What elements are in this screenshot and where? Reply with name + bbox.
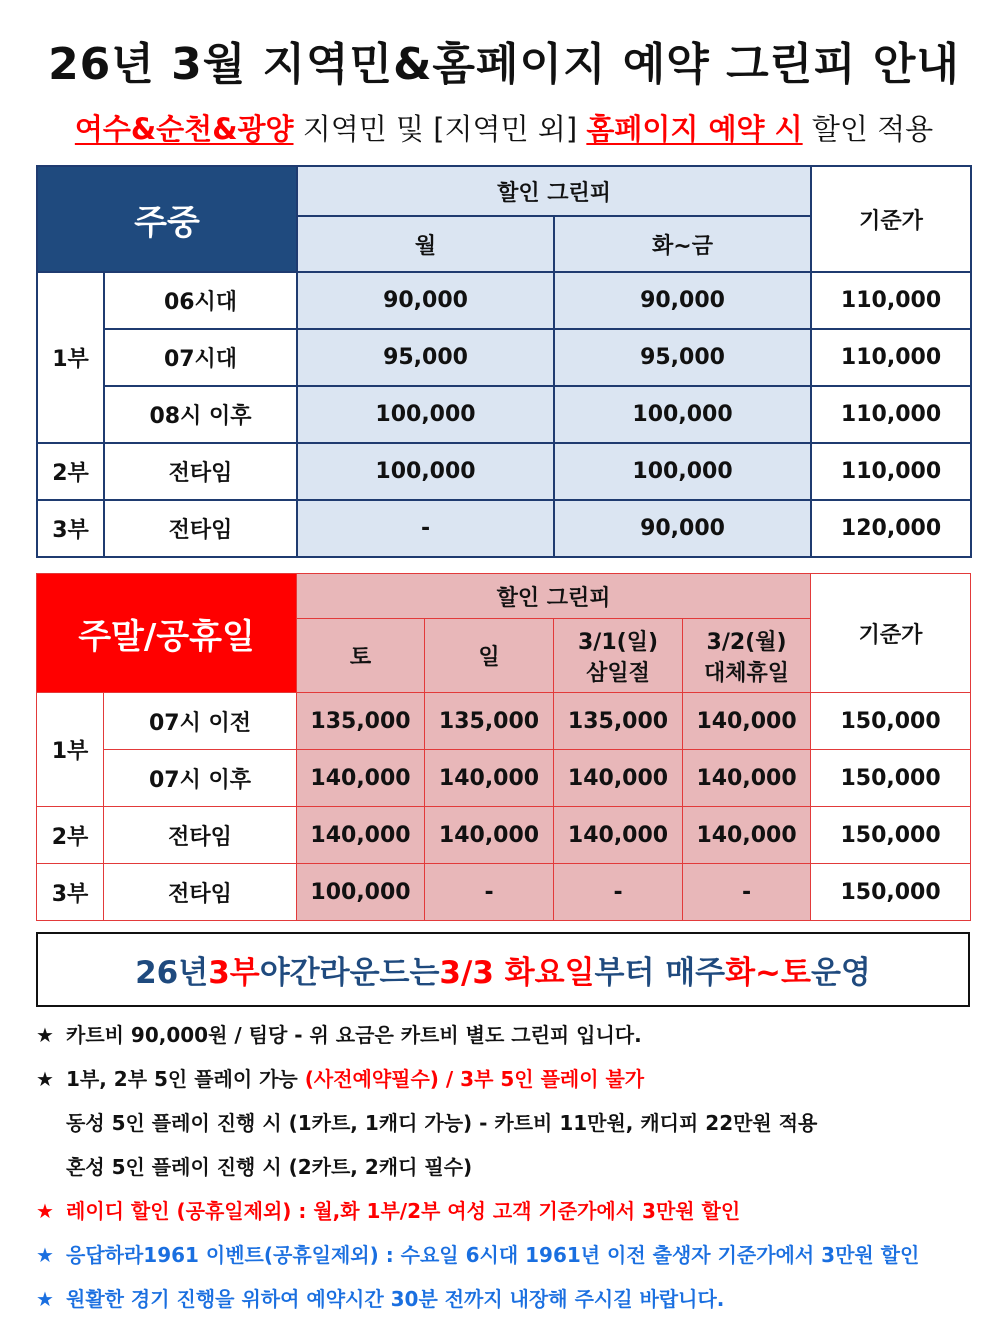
part-cell: 1부 [37, 272, 104, 443]
base-price-cell: 150,000 [811, 750, 971, 807]
table-row [37, 750, 971, 807]
part-cell: 3부 [37, 500, 104, 557]
subtitle-text: 지역민 및 [지역민 외] [293, 112, 587, 146]
night-round-notice [36, 932, 970, 1007]
price-cell: - [683, 864, 811, 921]
price-cell: 140,000 [683, 750, 811, 807]
price-cell: - [554, 864, 683, 921]
star-icon: ★ [36, 1199, 54, 1223]
note-mixed-gender: 혼성 5인 플레이 진행 시 (2카트, 2캐디 필수) [66, 1155, 473, 1179]
table-row [37, 807, 971, 864]
note-five-player: ★ 1부, 2부 5인 플레이 가능 (사전예약필수) / 3부 5인 플레이 불가 [36, 1064, 996, 1108]
price-cell: 140,000 [297, 750, 425, 807]
part-cell: 3부 [37, 864, 104, 921]
weekend-discount-header: 할인 그린피 [297, 574, 811, 619]
weekday-fee-table [36, 165, 972, 558]
note-arrival: ★ 원활한 경기 진행을 위하여 예약시간 30분 전까지 내장해 주시길 바랍니다. [36, 1284, 996, 1328]
base-price-cell: 110,000 [811, 329, 971, 386]
notice-highlight: 화~토 [725, 955, 811, 991]
notice-highlight: 3부 [208, 955, 260, 991]
price-cell: 140,000 [554, 807, 683, 864]
note-cart-fee: ★ 카트비 90,000원 / 팀당 - 위 요금은 카트비 별도 그린피 입니다. [36, 1020, 996, 1064]
weekday-col-tue-fri: 화~금 [554, 216, 811, 272]
notice-text: 야간라운드는 [259, 955, 440, 991]
price-cell: 90,000 [554, 272, 811, 329]
star-icon: ★ [36, 1243, 54, 1267]
notice-text: 26년 [135, 955, 209, 991]
weekend-base-header: 기준가 [811, 574, 971, 693]
base-price-cell: 150,000 [811, 807, 971, 864]
price-cell: 140,000 [554, 750, 683, 807]
notice-highlight: 3/3 화요일 [439, 955, 595, 991]
price-cell: 100,000 [554, 386, 811, 443]
subtitle-region: 여수&순천&광양 [74, 112, 294, 146]
star-icon: ★ [36, 1023, 54, 1047]
price-cell: - [425, 864, 554, 921]
part-cell: 2부 [37, 443, 104, 500]
time-cell: 07시 이전 [104, 693, 297, 750]
price-cell: 100,000 [297, 864, 425, 921]
time-cell: 07시 이후 [104, 750, 297, 807]
subtitle-homepage: 홈페이지 예약 시 [586, 112, 803, 146]
table-row [37, 693, 971, 750]
notes-list [36, 1020, 996, 1328]
page-subtitle [0, 107, 1008, 148]
base-price-cell: 120,000 [811, 500, 971, 557]
weekend-fee-table [36, 573, 971, 921]
weekend-title: 주말/공휴일 [37, 574, 297, 693]
weekday-title: 주중 [37, 166, 297, 272]
price-cell: 90,000 [297, 272, 554, 329]
weekend-col-sat: 토 [297, 619, 425, 693]
price-cell: 140,000 [425, 807, 554, 864]
price-cell: 95,000 [554, 329, 811, 386]
notice-text: 부터 매주 [594, 955, 726, 991]
part-cell: 1부 [37, 693, 104, 807]
table-row [37, 386, 971, 443]
price-cell: 140,000 [297, 807, 425, 864]
base-price-cell: 110,000 [811, 386, 971, 443]
price-cell: 140,000 [683, 693, 811, 750]
weekend-col-sun: 일 [425, 619, 554, 693]
price-cell: - [297, 500, 554, 557]
base-price-cell: 150,000 [811, 693, 971, 750]
weekend-col-0302: 3/2(월) 대체휴일 [683, 619, 811, 693]
price-cell: 90,000 [554, 500, 811, 557]
price-cell: 135,000 [554, 693, 683, 750]
time-cell: 08시 이후 [104, 386, 297, 443]
page-title: 26년 3월 지역민&홈페이지 예약 그린피 안내 [48, 39, 960, 90]
notice-text: 운영 [810, 955, 871, 991]
time-cell: 전타임 [104, 864, 297, 921]
price-cell: 135,000 [297, 693, 425, 750]
star-icon: ★ [36, 1067, 54, 1091]
table-row [37, 864, 971, 921]
table-row [37, 443, 971, 500]
note-same-gender: 동성 5인 플레이 진행 시 (1카트, 1캐디 가능) - 카트비 11만원, 캐디피 22만원 적용 [66, 1111, 818, 1135]
subtitle-text-end: 할인 적용 [802, 112, 934, 146]
part-cell: 2부 [37, 807, 104, 864]
time-cell: 전타임 [104, 807, 297, 864]
note-ladies-discount: ★ 레이디 할인 (공휴일제외) : 월,화 1부/2부 여성 고객 기준가에서 3만원 할인 [36, 1196, 996, 1240]
time-cell: 07시대 [104, 329, 297, 386]
table-row [37, 329, 971, 386]
price-cell: 140,000 [425, 750, 554, 807]
base-price-cell: 110,000 [811, 272, 971, 329]
base-price-cell: 150,000 [811, 864, 971, 921]
weekday-col-mon: 월 [297, 216, 554, 272]
table-row [37, 500, 971, 557]
price-cell: 100,000 [297, 443, 554, 500]
time-cell: 전타임 [104, 500, 297, 557]
time-cell: 06시대 [104, 272, 297, 329]
weekend-col-0301: 3/1(일) 삼일절 [554, 619, 683, 693]
note-1961-event: ★ 응답하라1961 이벤트(공휴일제외) : 수요일 6시대 1961년 이전 출생자 기준가에서 3만원 할인 [36, 1240, 996, 1284]
base-price-cell: 110,000 [811, 443, 971, 500]
star-icon: ★ [36, 1287, 54, 1311]
price-cell: 95,000 [297, 329, 554, 386]
price-cell: 100,000 [297, 386, 554, 443]
price-cell: 140,000 [683, 807, 811, 864]
price-cell: 100,000 [554, 443, 811, 500]
price-cell: 135,000 [425, 693, 554, 750]
weekday-base-header: 기준가 [811, 166, 971, 272]
weekday-discount-header: 할인 그린피 [297, 166, 811, 216]
time-cell: 전타임 [104, 443, 297, 500]
table-row [37, 272, 971, 329]
